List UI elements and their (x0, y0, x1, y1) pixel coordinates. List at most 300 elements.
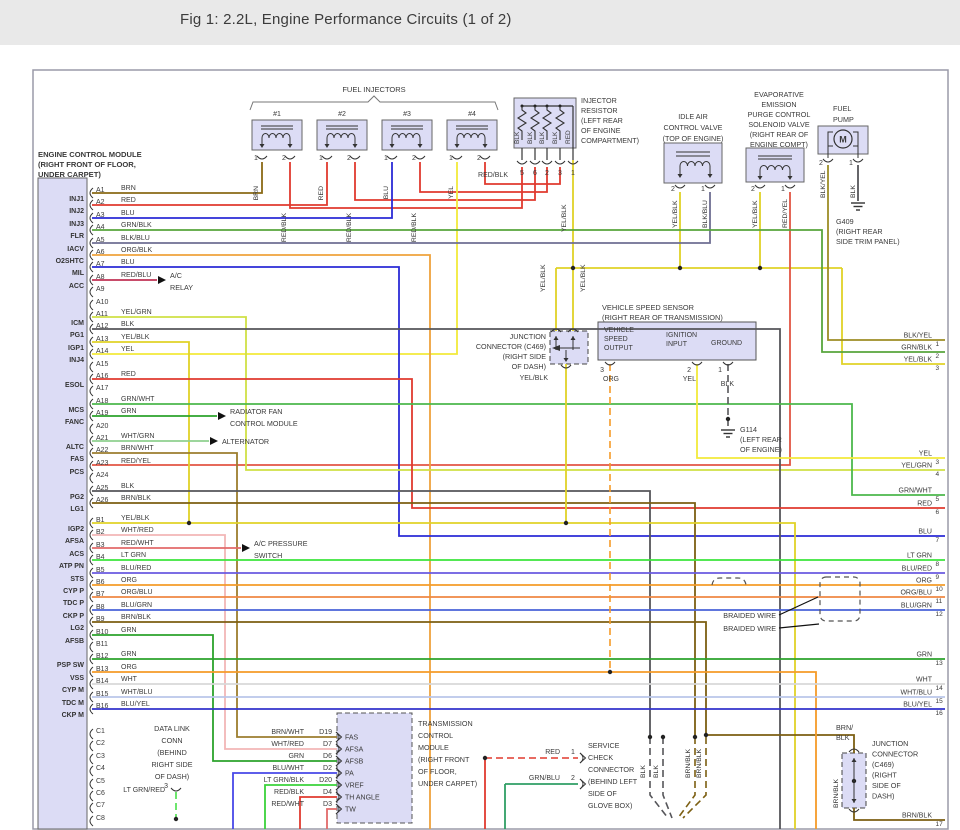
wire-color-label: BLK (640, 765, 647, 778)
ecm-pin-id: C3 (96, 753, 105, 760)
pin-bracket (517, 161, 527, 164)
pin-bracket (90, 803, 93, 813)
iacv-pin-num: 2 (671, 186, 675, 193)
ecm-pin-wire-color: YEL (121, 346, 135, 353)
injector-pin-num: 2 (412, 155, 416, 162)
exit-wire-label: GRN/WHT (898, 487, 932, 495)
exit-wire-num: 12 (935, 611, 943, 618)
ecm-pin-id: B1 (96, 517, 105, 524)
injector-number: #4 (468, 111, 476, 118)
junction-mid-label: (RIGHT SIDE (502, 352, 546, 361)
ecm-pin-wire-color: WHT (121, 676, 137, 683)
exit-wire-label: LT GRN (906, 552, 932, 560)
evap-solenoid-box (746, 148, 804, 182)
dlc-pin-num: 3 (164, 783, 168, 790)
junction-bottom-label: JUNCTION (872, 739, 909, 748)
injector-pin-num: 1 (384, 155, 388, 162)
resistor-label: (LEFT REAR (581, 116, 623, 125)
ecm-pin-wire-color: BLU/GRN (121, 602, 153, 609)
iacv-label: IDLE AIR (678, 112, 708, 121)
exit-wire-num: 3 (935, 365, 940, 372)
ecm-pin-id: B4 (96, 554, 105, 561)
ecm-pin-id: A7 (96, 261, 105, 268)
iacv-pin-num: 1 (701, 186, 705, 193)
ecm-pin-id: A13 (96, 336, 109, 343)
ac-relay-label: A/C (170, 271, 182, 280)
tcm-pin-id: D20 (319, 777, 332, 784)
wire-color-label: BRN/BLK (833, 778, 840, 808)
ecm-pin-id: A26 (96, 497, 109, 504)
radiator-fan-label: CONTROL MODULE (230, 419, 298, 428)
ecm-pin-signal: AFSB (64, 638, 84, 645)
ecm-pin-id: A17 (96, 385, 109, 392)
wire-blu (92, 267, 945, 536)
ecm-pin-id: C2 (96, 740, 105, 747)
pin-bracket (90, 642, 93, 652)
exit-wire-num: 7 (935, 537, 940, 544)
wire-color-label: LT GRN/RED (123, 787, 165, 794)
ecm-pin-id: B6 (96, 579, 105, 586)
junction-bottom-label: DASH) (872, 791, 895, 801)
exit-wire-label: ORG/BLU (900, 589, 932, 597)
tcm-wire-color: RED/WHT (271, 801, 304, 808)
evap-label: EVAPORATIVE (754, 90, 804, 99)
vss-pin-num: 3 (600, 367, 604, 374)
wire-color-label: ORG (603, 376, 619, 383)
ecm-pin-id: B12 (96, 653, 109, 660)
ecm-pin-wire-color: BRN/BLK (121, 495, 151, 502)
pin-bracket (853, 159, 863, 162)
tcm-wire-color: WHT/RED (271, 741, 304, 748)
wire-red-blk (355, 162, 535, 200)
ecm-pin-id: A6 (96, 249, 105, 256)
injector-pin-num: 2 (477, 155, 481, 162)
braided-wire-label: BRAIDED WIRE (723, 611, 776, 620)
service-check-label: GLOVE BOX) (588, 801, 633, 810)
exit-wire-label: BLU/YEL (903, 701, 932, 709)
braided-shield (820, 577, 860, 621)
resistor-label: OF ENGINE (581, 126, 621, 135)
evap-pin-num: 2 (751, 186, 755, 193)
service-check-label: CHECK (588, 753, 614, 762)
iacv-box (664, 143, 722, 183)
ecm-pin-id: A20 (96, 423, 109, 430)
ecm-pin-signal: LG1 (70, 506, 84, 513)
pin-bracket (387, 156, 397, 159)
exit-wire-label: WHT/BLU (900, 689, 932, 697)
ecm-pin-signal: CYP P (63, 588, 84, 595)
tcm-signal: TW (345, 806, 356, 814)
ecm-pin-signal: TDC P (63, 600, 84, 607)
ecm-pin-id: C5 (96, 778, 105, 785)
tcm-signal: AFSA (345, 746, 364, 754)
service-pin-num: 1 (571, 749, 575, 756)
ecm-pin-signal: STS (70, 576, 84, 583)
pin-bracket (555, 161, 565, 164)
ecm-pin-wire-color: RED (121, 371, 136, 378)
tcm-pin-id: D3 (323, 801, 332, 808)
tcm-signal: VREF (345, 782, 364, 790)
exit-wire-label: YEL/GRN (901, 462, 932, 470)
pump-pin-color: BLK (850, 185, 857, 198)
injector-pin-num: 1 (449, 155, 453, 162)
tcm-label: OF FLOOR, (418, 767, 457, 776)
ecm-pin-id: A8 (96, 274, 105, 281)
ecm-pin-wire-color: ORG/BLU (121, 589, 153, 596)
ground-label: (LEFT REAR (740, 435, 782, 444)
pin-bracket (542, 161, 552, 164)
pin-bracket (90, 461, 93, 471)
ecm-pin-wire-color: ORG (121, 664, 137, 671)
injector-wire-color: RED/BLK (281, 213, 288, 243)
resistor-label: INJECTOR (581, 96, 617, 105)
tcm-pin-id: D19 (319, 729, 332, 736)
ecm-pin-wire-color: GRN/WHT (121, 396, 155, 403)
exit-wire-num: 1 (935, 341, 940, 348)
service-check-label: CONNECTOR (588, 765, 635, 774)
ecm-pin-signal: ICM (71, 320, 84, 327)
pin-bracket (90, 300, 93, 310)
ecm-pin-id: A24 (96, 472, 109, 479)
service-check-label: SIDE OF (588, 789, 617, 798)
ecm-pin-id: C8 (96, 815, 105, 822)
junction-dot (187, 521, 191, 525)
resistor-pin-num: 2 (545, 170, 549, 177)
ecm-pin-id: A12 (96, 323, 109, 330)
pin-bracket (90, 779, 93, 789)
evap-label: PURGE CONTROL (747, 110, 811, 119)
dlc-label: OF DASH) (154, 772, 190, 781)
ecm-pin-signal: IGP1 (68, 345, 84, 352)
wire-color-label: YEL/BLK (519, 375, 548, 382)
pin-bracket (605, 362, 615, 365)
ecm-pin-wire-color: BLU/YEL (121, 701, 150, 708)
vss-title: VEHICLE SPEED SENSOR (602, 303, 695, 312)
injector-number: #3 (403, 111, 411, 118)
tcm-pin-id: D7 (323, 741, 332, 748)
ecm-pin-wire-color: GRN (121, 408, 137, 415)
dlc-label: RIGHT SIDE (151, 760, 193, 769)
exit-wire-num: 17 (935, 821, 943, 828)
wire-blk-yel (828, 165, 945, 340)
wire-blk (92, 491, 650, 737)
pin-bracket (90, 754, 93, 764)
ecm-pin-signal: ACC (68, 283, 84, 290)
ecm-pin-signal: IGP2 (68, 526, 84, 533)
wire-color-label: BLK (653, 765, 660, 778)
evap-pin-num: 1 (781, 186, 785, 193)
resistor-label: RESISTOR (581, 106, 618, 115)
pin-bracket (755, 185, 765, 188)
resistor-pin-num: 6 (533, 170, 537, 177)
ecm-pin-signal: INJ3 (69, 221, 84, 228)
exit-wire-num: 9 (935, 574, 940, 581)
ecm-pin-id: A18 (96, 398, 109, 405)
ecm-pin-signal: FAS (70, 456, 84, 463)
ecm-pin-id: A21 (96, 435, 109, 442)
diagram-line (779, 597, 818, 615)
ecm-pin-signal: CYP M (61, 687, 84, 694)
exit-wire-label: BLU/GRN (900, 602, 932, 610)
ecm-pin-id: A22 (96, 447, 109, 454)
braided-wire-label: BRAIDED WIRE (723, 624, 776, 633)
ecm-pin-id: B11 (96, 641, 108, 648)
exit-wire-num: 15 (935, 698, 943, 705)
vss-pin-num: 1 (718, 367, 722, 374)
arrow-right-icon (242, 544, 250, 552)
fuel-pump-label: PUMP (833, 115, 854, 124)
pin-bracket (90, 362, 93, 372)
ecm-pin-signal: O2SHTC (55, 258, 84, 265)
ecm-label: (RIGHT FRONT OF FLOOR, (38, 160, 136, 169)
vss-section-label: SPEED (604, 336, 628, 343)
ecm-pin-id: B13 (96, 666, 109, 673)
tcm-wire-color: GRN (288, 753, 304, 760)
ecm-pin-wire-color: GRN/BLK (121, 222, 152, 229)
ecm-pin-signal: CKP P (62, 613, 84, 620)
ecm-pin-signal: MIL (71, 270, 84, 277)
pin-bracket (171, 788, 181, 791)
ecm-pin-wire-color: YEL/GRN (121, 309, 152, 316)
exit-wire-num: 13 (935, 660, 943, 667)
vss-pin-num: 2 (687, 367, 691, 374)
ecm-pin-id: A2 (96, 199, 105, 206)
junction-dot (571, 266, 575, 270)
injector-pin-num: 2 (282, 155, 286, 162)
ecm-pin-id: C4 (96, 765, 105, 772)
tcm-pin-id: D2 (323, 765, 332, 772)
exit-wire-label: BLU/RED (901, 565, 932, 573)
resistor-label: COMPARTMENT) (581, 136, 640, 145)
injector-number: #1 (273, 111, 281, 118)
ecm-pin-wire-color: RED/WHT (121, 540, 154, 547)
ground-id: G114 (740, 425, 758, 434)
resistor-pin-color: RED (565, 130, 572, 144)
exit-wire-num: 14 (935, 685, 943, 692)
figure-title: Fig 1: 2.2L, Engine Performance Circuits (1 of 2) (180, 11, 512, 28)
ecm-pin-wire-color: WHT/BLU (121, 689, 153, 696)
tcm-pin-id: D6 (323, 753, 332, 760)
ecm-pin-signal: AFSA (64, 538, 84, 545)
pin-bracket (692, 362, 702, 365)
evap-label: ENGINE COMPT) (750, 140, 808, 149)
ground-label: SIDE TRIM PANEL) (836, 237, 900, 246)
exit-wire-num: 2 (935, 353, 940, 360)
pin-bracket (452, 156, 462, 159)
motor-letter: M (839, 134, 847, 145)
ecm-pin-signal: VSS (69, 675, 84, 682)
pin-bracket (90, 386, 93, 396)
ecm-pin-wire-color: BRN/BLK (121, 614, 151, 621)
exit-wire-label: YEL/BLK (903, 356, 932, 364)
pin-bracket (90, 741, 93, 751)
injector-wire-color: RED (318, 186, 325, 201)
ecm-label: ENGINE CONTROL MODULE (38, 150, 142, 159)
pin-bracket (675, 185, 685, 188)
tcm-label: CONTROL (418, 731, 454, 740)
wire-yel (92, 162, 457, 354)
junction-dot (608, 670, 612, 674)
tcm-wire-color: BLU/WHT (272, 765, 304, 772)
ecm-pin-signal: CKP M (61, 712, 84, 719)
junction-bottom-label: SIDE OF (872, 781, 901, 790)
ecm-pin-wire-color: BRN/WHT (121, 445, 154, 452)
ecm-pin-signal: INJ1 (69, 196, 84, 203)
service-check-label: SERVICE (588, 741, 620, 750)
ecm-pin-id: B3 (96, 542, 105, 549)
wire-color-label: BLK (720, 381, 734, 388)
junction-dot (678, 266, 682, 270)
ecm-pin-wire-color: ORG/BLK (121, 247, 153, 254)
ecm-pin-id: B9 (96, 616, 105, 623)
ecm-pin-signal: FANC (64, 419, 84, 426)
iacv-pin-color: YEL/BLK (672, 200, 679, 228)
junction-dot (174, 817, 178, 821)
ecm-pin-id: A1 (96, 187, 105, 194)
ecm-pin-id: B10 (96, 629, 109, 636)
vss-title: (RIGHT REAR OF TRANSMISSION) (602, 313, 723, 322)
injector-wire-color: RED/BLK (411, 213, 418, 243)
ecm-pin-id: A25 (96, 485, 109, 492)
ground-label: OF ENGINE) (740, 445, 782, 454)
ecm-pin-wire-color: GRN (121, 627, 137, 634)
ecm-pin-id: C6 (96, 790, 105, 797)
ecm-pin-id: A16 (96, 373, 109, 380)
evap-pin-color: RED/YEL (782, 198, 789, 228)
pump-pin-num: 1 (849, 160, 853, 167)
ac-pressure-label: SWITCH (254, 551, 283, 560)
ecm-pin-id: B14 (96, 678, 109, 685)
ecm-pin-id: A10 (96, 299, 109, 306)
pin-bracket (257, 156, 267, 159)
exit-wire-label: BRN/BLK (902, 812, 932, 820)
exit-wire-num: 6 (935, 509, 940, 516)
exit-wire-num: 4 (935, 471, 940, 478)
wire-color-label: BLK (836, 733, 850, 742)
injector-wire-color: RED/BLK (346, 213, 353, 243)
exit-wire-num: 16 (935, 710, 943, 717)
exit-wire-label: BLU (918, 528, 932, 536)
injector-number: #2 (338, 111, 346, 118)
ecm-pin-wire-color: ORG (121, 577, 137, 584)
ecm-pin-wire-color: RED (121, 197, 136, 204)
exit-wire-num: 11 (935, 598, 943, 605)
junction-dot (726, 417, 730, 421)
tcm-wire-color: LT GRN/BLK (263, 777, 304, 784)
evap-label: SOLENOID VALVE (748, 120, 810, 129)
ecm-pin-signal: MCS (68, 407, 84, 414)
exit-wire-label: GRN (916, 651, 932, 659)
junction-dot (704, 733, 708, 737)
pin-bracket (90, 287, 93, 297)
junction-bottom-label: (C469) (872, 760, 894, 769)
pin-bracket (90, 424, 93, 434)
arrow-right-icon (158, 276, 166, 284)
wire-color-label: YEL (682, 376, 696, 383)
vss-section-label: OUTPUT (604, 345, 633, 352)
ecm-pin-id: B5 (96, 567, 105, 574)
injector-wire-color: YEL (448, 186, 455, 199)
exit-wire-label: WHT (916, 676, 932, 684)
vss-section-label: GROUND (711, 340, 743, 347)
wire-brn-blk (92, 622, 854, 753)
dlc-label: DATA LINK (154, 724, 190, 733)
resistor-pin-num: 5 (520, 170, 524, 177)
evap-label: (RIGHT REAR OF (749, 130, 809, 139)
pin-bracket (90, 791, 93, 801)
injector-pin-num: 1 (319, 155, 323, 162)
ecm-pin-id: A15 (96, 361, 109, 368)
pump-pin-num: 2 (819, 160, 823, 167)
pin-bracket (705, 185, 715, 188)
ecm-pin-signal: IACV (67, 246, 84, 253)
resistor-pin-color: BLK (552, 131, 559, 144)
junction-mid-label: CONNECTOR (C469) (475, 342, 546, 351)
pin-bracket (285, 156, 295, 159)
ecm-pin-signal: PG2 (69, 494, 84, 501)
ecm-pin-wire-color: WHT/GRN (121, 433, 155, 440)
pin-bracket (785, 185, 795, 188)
ecm-pin-id: C1 (96, 728, 105, 735)
tcm-signal: FAS (345, 734, 359, 742)
ecm-pin-wire-color: BLU (121, 259, 135, 266)
injector-wire-color: BRN (253, 186, 260, 201)
wire-color-label: YEL/BLK (540, 264, 547, 292)
tcm-wire-color: RED/BLK (274, 789, 304, 796)
vss-section-label: INPUT (666, 341, 687, 348)
wire-color-label: GRN/BLU (528, 775, 560, 782)
pin-bracket (480, 156, 490, 159)
arrow-right-icon (218, 412, 226, 420)
ecm-pin-signal: INJ2 (69, 208, 84, 215)
ecm-pin-wire-color: BRN (121, 185, 136, 192)
tcm-pin-id: D4 (323, 789, 332, 796)
alternator-label: ALTERNATOR (222, 437, 270, 446)
ecm-pin-id: A3 (96, 212, 105, 219)
exit-wire-label: ORG (916, 577, 932, 585)
ecm-pin-signal: ALTC (65, 444, 84, 451)
ecm-pin-wire-color: BLK/BLU (121, 235, 150, 242)
pin-bracket (350, 156, 360, 159)
ecm-pin-id: A5 (96, 237, 105, 244)
injector-wire-color: BLU (383, 186, 390, 200)
tcm-label: TRANSMISSION (418, 719, 473, 728)
junction-dot (693, 735, 697, 739)
ecm-pin-id: B2 (96, 529, 105, 536)
pin-bracket (90, 473, 93, 483)
pin-bracket (580, 753, 583, 763)
ecm-pin-id: A4 (96, 224, 105, 231)
wire-color-label: BRN/BLK (696, 748, 703, 778)
wire-blk (663, 737, 672, 818)
ground-id: G409 (836, 217, 854, 226)
junction-bottom-label: (RIGHT (872, 770, 897, 780)
vss-section-label: IGNITION (666, 332, 698, 339)
exit-wire-label: RED (917, 500, 932, 508)
resistor-pin-num: 1 (571, 170, 575, 177)
tcm-signal: TH ANGLE (345, 794, 380, 802)
ecm-pin-wire-color: BLU (121, 210, 135, 217)
wire-color-label: RED (545, 749, 560, 756)
wire-color-label: YEL/BLK (561, 204, 568, 232)
service-check-label: (BEHIND LEFT (588, 777, 638, 786)
resistor-pin-color: BLK (527, 131, 534, 144)
ecm-pin-signal: ESOL (64, 382, 84, 389)
ecm-pin-id: B8 (96, 604, 105, 611)
arrow-right-icon (210, 437, 218, 445)
dlc-label: CONN (161, 736, 183, 745)
dlc-label: (BEHIND (157, 748, 187, 757)
